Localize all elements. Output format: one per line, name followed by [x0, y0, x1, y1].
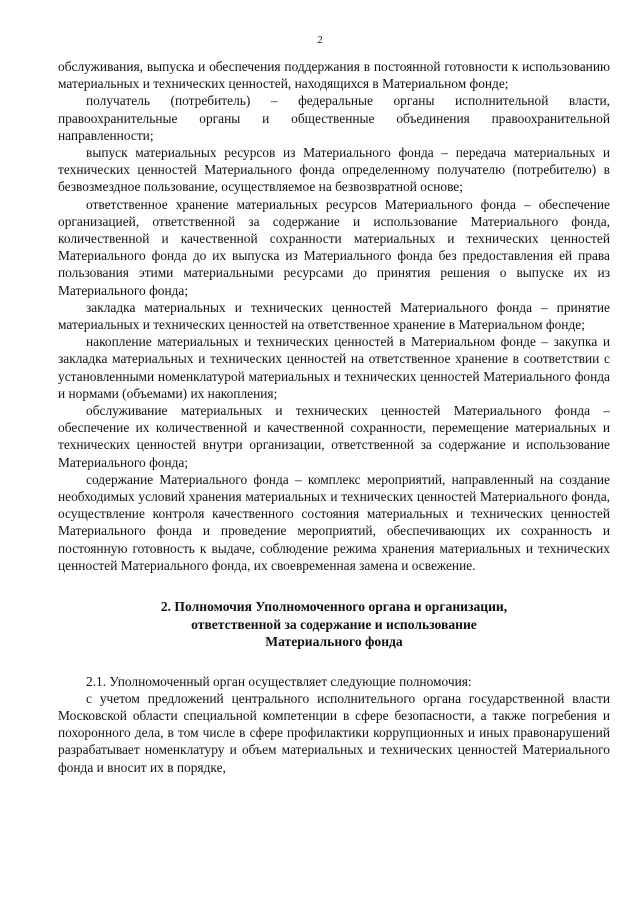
paragraph-definition-servicing: обслуживание материальных и технических ценностей Материального фонда – обеспечение их количественной и качественной сохранности, перемещение материальных и технических ценностей внутри организации, ответственной за содержание и использование Материального фонда; [58, 403, 610, 470]
paragraph-definition-stocking: закладка материальных и технических ценностей Материального фонда – принятие материальных и технических ценностей на ответственное хранение в Материальном фонде; [58, 299, 610, 333]
paragraph-clause-2-1-nomenclature: с учетом предложений центрального исполнительного органа государственной власти Московской области специальной компетенции в сфере безопасности, а также погребения и похоронного дела, в том числе в сфере профилактики коррупционных и иных правонарушений разрабатывает номенклатуру и объем материальных и технических ценностей Материального фонда и вносит их в порядке, [58, 690, 610, 775]
section-heading-line-3: Материального фонда [265, 634, 403, 650]
document-body [58, 58, 610, 776]
paragraph-clause-2-1: 2.1. Уполномоченный орган осуществляет следующие полномочия: [86, 673, 472, 689]
section-heading-line-1: 2. Полномочия Уполномоченного органа и организации, [160, 599, 508, 615]
paragraph-maintenance-continuation: обслуживания, выпуска и обеспечения поддержания в постоянной готовности к использованию материальных и технических ценностей, находящихся в Материальном фонде; [58, 59, 610, 92]
section-heading-line-2: ответственной за содержание и использование [191, 616, 477, 632]
page-number: 2 [317, 34, 323, 46]
paragraph-definition-upkeep: содержание Материального фонда – комплекс мероприятий, направленный на создание необходимых условий хранения материальных и технических ценностей Материального фонда, осуществление контроля качественного состояния материальных и технических ценностей Материального фонда и проведение мероприятий, обеспечивающих их сохранность и постоянную готовность к выдаче, соблюдение режима хранения материальных и технических ценностей Материального фонда, их своевременная замена и освежение. [58, 471, 610, 573]
paragraph-definition-custody: ответственное хранение материальных ресурсов Материального фонда – обеспечение организацией, ответственной за содержание и использование Материального фонда, количественной и качественной сохранности материальных и технических ценностей Материального фонда до их выпуска из Материального фонда без предоставления ей права пользования этими материальными ресурсами до принятия решения о выпуске их из Материального фонда; [58, 196, 610, 298]
paragraph-definition-recipient: получатель (потребитель) – федеральные органы исполнительной власти, правоохранительные органы и общественные объединения правоохранительной направленности; [58, 93, 610, 143]
section-heading [58, 598, 610, 651]
paragraph-definition-accumulation: накопление материальных и технических ценностей в Материальном фонде – закупка и закладка материальных и технических ценностей на ответственное хранение в соответствии с установленными номенклатурой материальных и технических ценностей Материального фонда и нормами (объемами) их накопления; [58, 334, 610, 401]
paragraph-definition-release: выпуск материальных ресурсов из Материального фонда – передача материальных и технических ценностей Материального фонда определенному получателю (потребителю) в безвозмездное пользование, осуществляемое на безвозвратной основе; [58, 145, 610, 195]
